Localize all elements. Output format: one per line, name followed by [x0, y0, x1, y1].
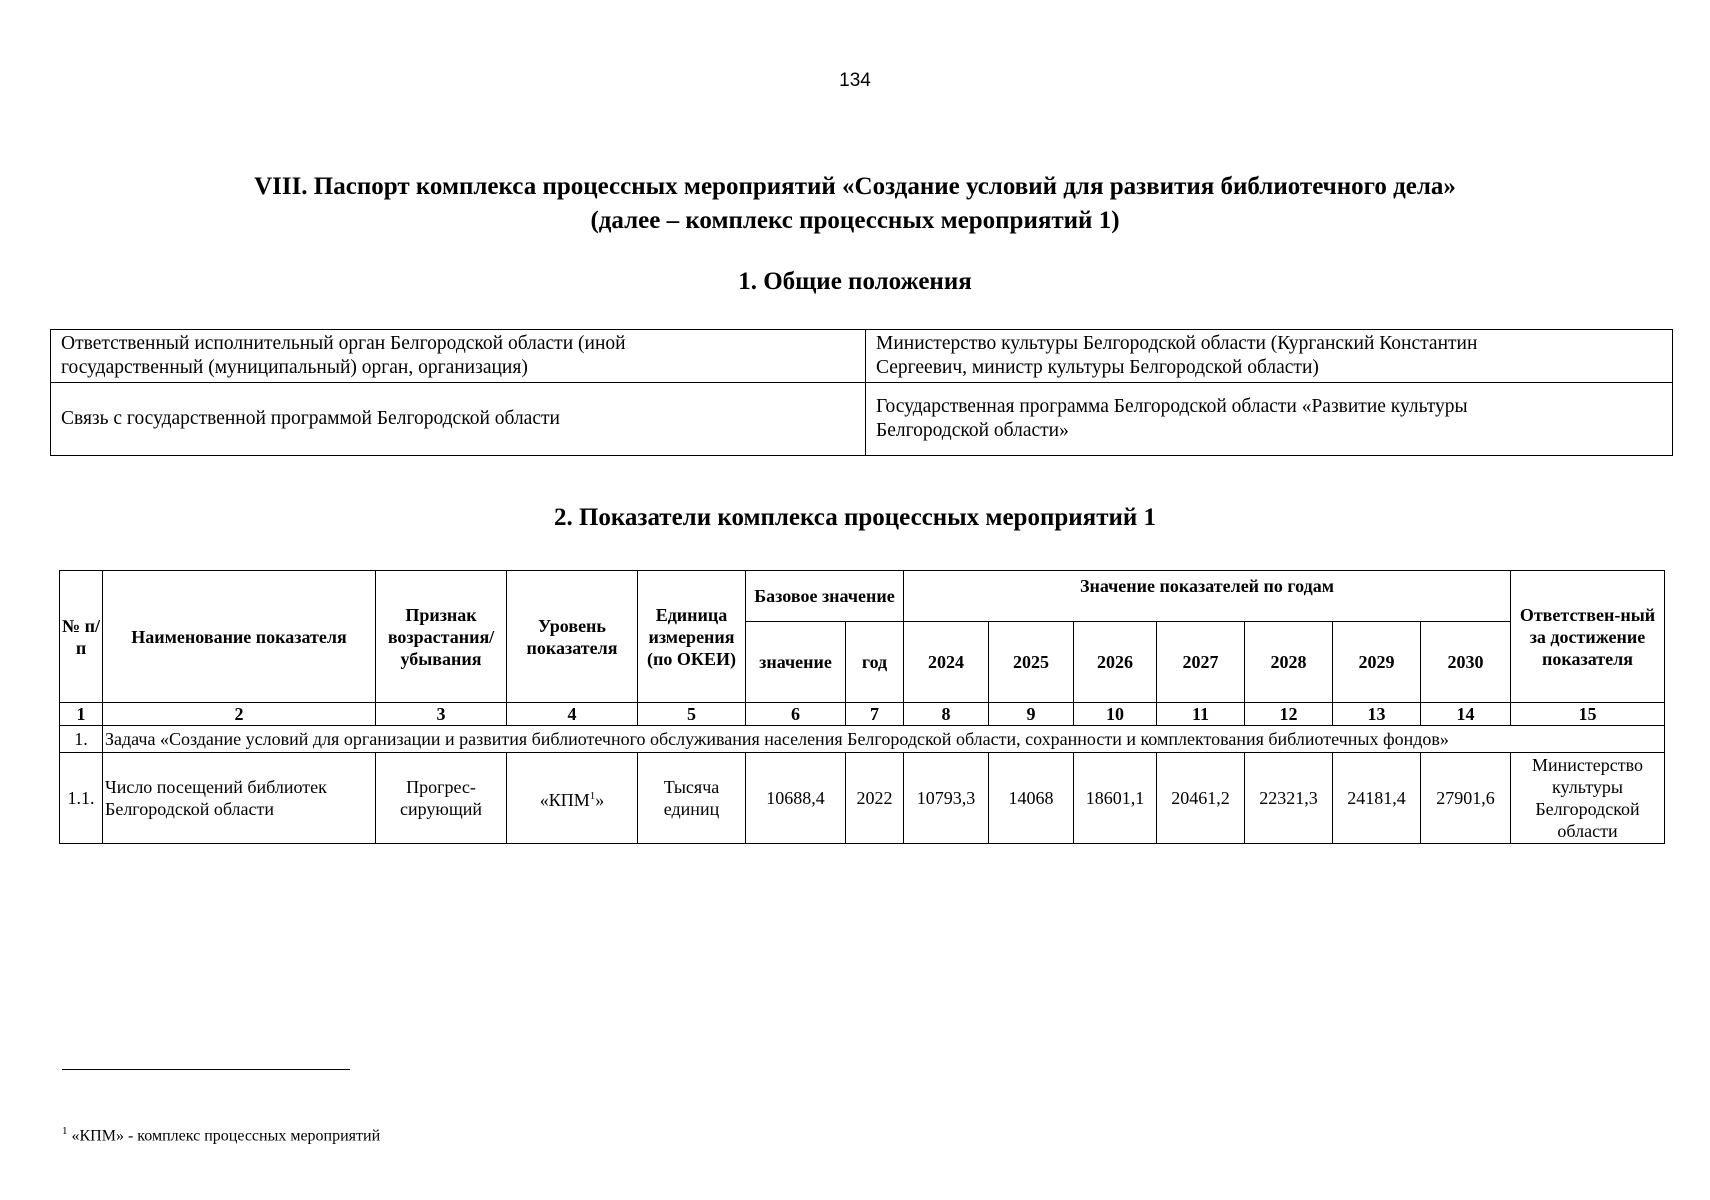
- base-year: 2022: [846, 753, 904, 844]
- col-header-base: Базовое значение: [746, 571, 904, 622]
- value-2027: 20461,2: [1157, 753, 1245, 844]
- column-number: 6: [746, 703, 846, 726]
- table-row: [60, 753, 1665, 844]
- column-number-row: [60, 703, 1665, 726]
- responsible-body-value-line-1: Министерство культуры Белгородской области (Курганский Константин: [876, 333, 1478, 354]
- col-header-base-year: год: [846, 622, 904, 703]
- col-header-year-2028: 2028: [1245, 622, 1333, 703]
- col-header-name: Наименование показателя: [103, 571, 376, 703]
- program-link-label: Связь с государственной программой Белгородской области: [51, 383, 866, 456]
- responsible-body: Министерство культуры Белгородской области: [1511, 753, 1665, 844]
- indicator-level-text: «КПМ: [539, 790, 590, 810]
- value-2024: 10793,3: [904, 753, 989, 844]
- responsible-body-label: [51, 330, 866, 383]
- document-title-line-2: (далее – комплекс процессных мероприятий 1): [590, 207, 1120, 234]
- table-row: [51, 330, 1673, 383]
- column-number: 5: [638, 703, 746, 726]
- value-2030: 27901,6: [1421, 753, 1511, 844]
- responsible-body-label-line-2: государственный (муниципальный) орган, организация): [61, 357, 528, 378]
- table-row: [51, 383, 1673, 456]
- value-2025: 14068: [989, 753, 1074, 844]
- responsible-body-value-line-2: Сергеевич, министр культуры Белгородской области): [876, 357, 1319, 378]
- column-number: 1: [60, 703, 103, 726]
- column-number: 9: [989, 703, 1074, 726]
- row-number: 1.1.: [60, 753, 103, 844]
- col-header-year-2030: 2030: [1421, 622, 1511, 703]
- value-2029: 24181,4: [1333, 753, 1421, 844]
- column-number: 14: [1421, 703, 1511, 726]
- program-link-value-line-1: Государственная программа Белгородской области «Развитие культуры: [876, 396, 1468, 417]
- program-link-value: [866, 383, 1673, 456]
- column-number: 3: [376, 703, 507, 726]
- program-link-value-line-2: Белгородской области»: [876, 420, 1069, 441]
- column-number: 13: [1333, 703, 1421, 726]
- task-row: [60, 726, 1665, 753]
- col-header-trend: Признак возрастания/ убывания: [376, 571, 507, 703]
- column-number: 7: [846, 703, 904, 726]
- col-header-num: № п/п: [60, 571, 103, 703]
- indicator-level: [507, 753, 638, 844]
- col-header-year-2027: 2027: [1157, 622, 1245, 703]
- base-value: 10688,4: [746, 753, 846, 844]
- column-number: 10: [1074, 703, 1157, 726]
- section-2-heading: 2. Показатели комплекса процессных мероприятий 1: [553, 504, 1157, 531]
- footnote-divider: [62, 1069, 350, 1070]
- responsible-body-value: [866, 330, 1673, 383]
- col-header-unit: Единица измерения (по ОКЕИ): [638, 571, 746, 703]
- footnote-ref: 1: [589, 790, 596, 802]
- col-header-level: Уровень показателя: [507, 571, 638, 703]
- col-header-year-2025: 2025: [989, 622, 1074, 703]
- task-number: 1.: [60, 726, 103, 753]
- indicator-unit: Тысяча единиц: [638, 753, 746, 844]
- indicator-level-close: »: [595, 790, 605, 810]
- col-header-year-2024: 2024: [904, 622, 989, 703]
- footnote-text: «КПМ» - комплекс процессных мероприятий: [67, 1127, 381, 1145]
- column-number: 12: [1245, 703, 1333, 726]
- value-2026: 18601,1: [1074, 753, 1157, 844]
- indicator-name: Число посещений библиотек Белгородской области: [103, 753, 376, 844]
- col-header-responsible: Ответствен-ный за достижение показателя: [1511, 571, 1665, 703]
- page-number: 134: [839, 70, 871, 91]
- column-number: 11: [1157, 703, 1245, 726]
- col-header-year-2026: 2026: [1074, 622, 1157, 703]
- column-number: 8: [904, 703, 989, 726]
- section-1-heading: 1. Общие положения: [738, 268, 972, 295]
- document-title-line-1: VIII. Паспорт комплекса процессных мероприятий «Создание условий для развития библиотечного дела»: [254, 173, 1456, 200]
- indicators-table: [59, 570, 1665, 844]
- value-2028: 22321,3: [1245, 753, 1333, 844]
- footnote: [62, 1125, 380, 1145]
- column-number: 2: [103, 703, 376, 726]
- footnote-mark: 1: [62, 1125, 68, 1137]
- col-header-base-value: значение: [746, 622, 846, 703]
- header-row-1: [60, 571, 1665, 622]
- task-text: Задача «Создание условий для организации и развития библиотечного обслуживания населения Белгородской области, сохранности и комплектования библиотечных фондов»: [103, 726, 1665, 753]
- column-number: 4: [507, 703, 638, 726]
- col-header-years-group: Значение показателей по годам: [904, 571, 1511, 622]
- column-number: 15: [1511, 703, 1665, 726]
- responsible-body-label-line-1: Ответственный исполнительный орган Белгородской области (иной: [61, 333, 626, 354]
- indicator-trend: Прогрес-сирующий: [376, 753, 507, 844]
- general-provisions-table: [50, 329, 1673, 456]
- col-header-year-2029: 2029: [1333, 622, 1421, 703]
